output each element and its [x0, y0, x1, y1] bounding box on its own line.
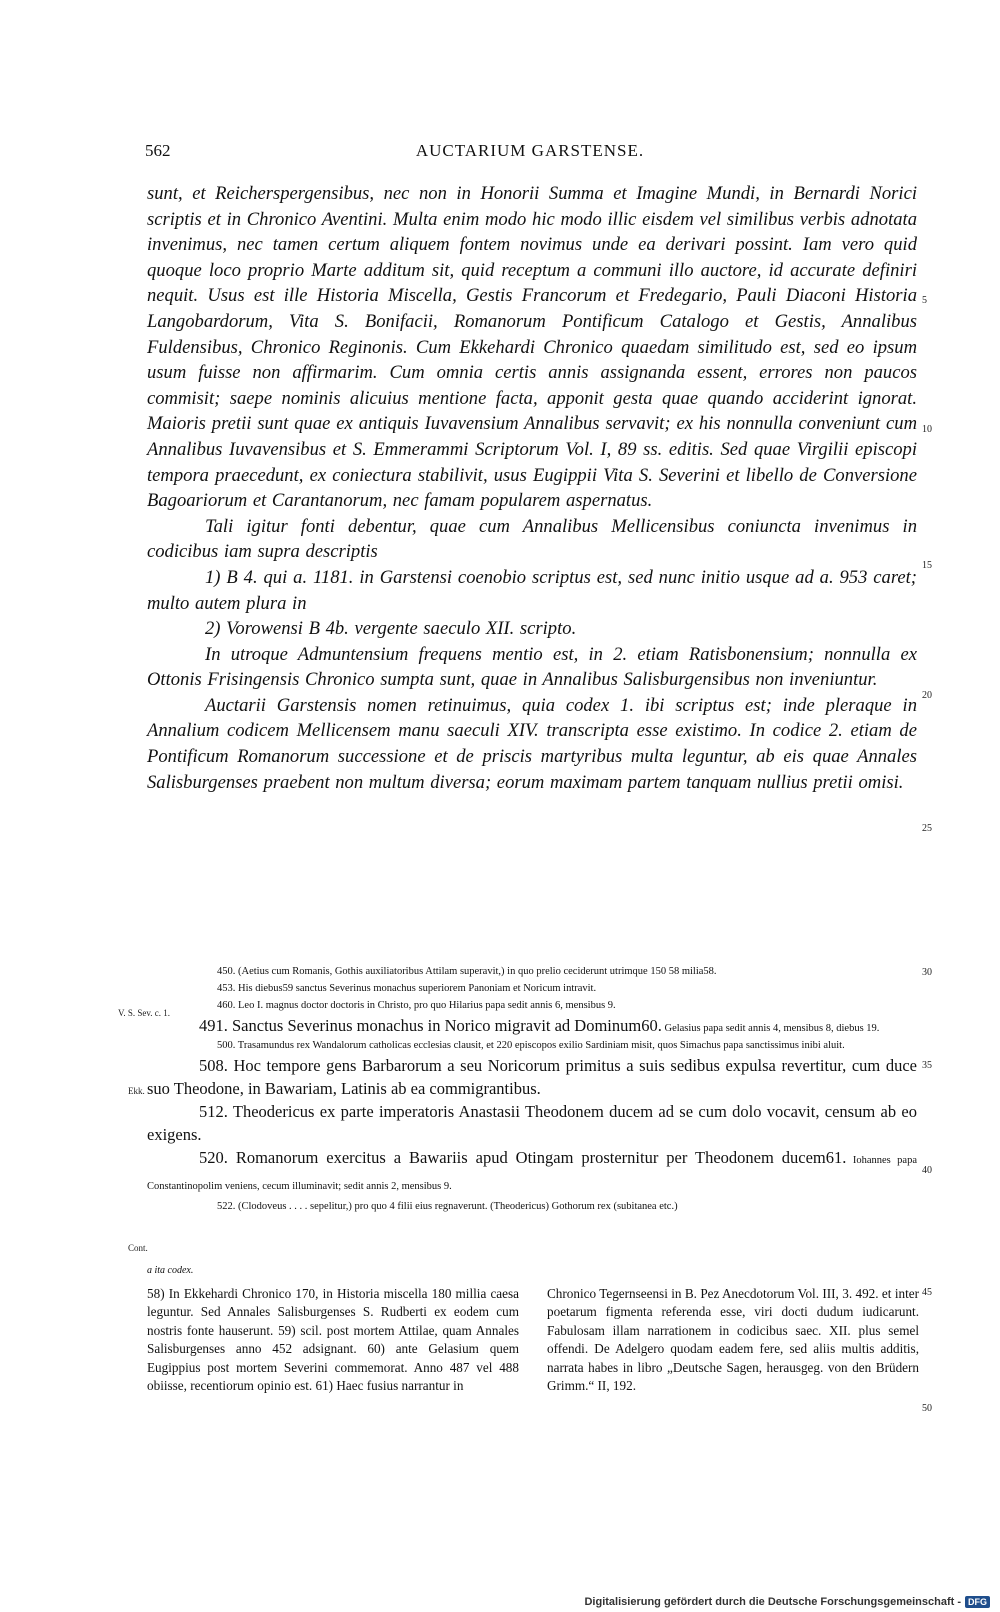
footnotes-left-column: 58) In Ekkehardi Chronico 170, in Historia miscella 180 millia caesa leguntur. Sed Annales Salisburgenses S. Rudberti ex eodem cum nostris fonte hauserunt. 59) scil. post mortem Attilae, quam Annales Salisburgenses anno 452 adsignant. 60) ante Gelasium quem Eugippius post mortem Severini commemorat. Anno 487 vel 488 obiisse, recentiorum opinio est. 61) Haec fusius narrantur in: [147, 1286, 519, 1394]
annal-entry-460: 460. Leo I. magnus doctor doctoris in Christo, pro quo Hilarius papa sedit annis 6, mensibus 9.: [217, 1000, 616, 1011]
line-number-10: 10: [922, 424, 932, 435]
paragraph-sources: Tali igitur fonti debentur, quae cum Annalibus Mellicensibus coniuncta invenimus in codicibus iam supra descriptis: [147, 515, 917, 563]
annal-entry-450: 450. (Aetius cum Romanis, Gothis auxiliatoribus Attilam superavit,) in quo prelio ceciderunt utrimque 150 58 milia58.: [217, 966, 717, 977]
paragraph-codex-1: 1) B 4. qui a. 1181. in Garstensi coenobio scriptus est, sed nunc initio usque ad a. 953 caret; multo autem plura in: [147, 566, 917, 614]
annal-491-main: 491. Sanctus Severinus monachus in Norico migravit ad Dominum60.: [199, 1016, 662, 1035]
page-number: 562: [145, 141, 171, 160]
dfg-footer: [584, 1596, 990, 1608]
running-title: AUCTARIUM GARSTENSE.: [415, 141, 645, 160]
line-number-40: 40: [922, 1165, 932, 1176]
line-number-35: 35: [922, 1060, 932, 1071]
main-text: [147, 181, 917, 795]
annal-entry-522: 522. (Clodoveus . . . . sepelitur,) pro quo 4 filii eius regnaverunt. (Theodericus) Gothorum rex (subitanea etc.): [217, 1201, 678, 1212]
footer-text: Digitalisierung gefördert durch die Deutsche Forschungsgemeinschaft -: [584, 1596, 961, 1608]
paragraph-codex-2: 2) Vorowensi B 4b. vergente saeculo XII. scripto.: [205, 618, 577, 640]
line-number-50: 50: [922, 1403, 932, 1414]
dfg-logo-icon: DFG: [965, 1596, 990, 1608]
annal-entry-500: 500. Trasamundus rex Wandalorum catholicas ecclesias clausit, et 220 episcopos exilio Sardiniam misit, quos Simachus papa sanctissimus inibi aluit.: [217, 1040, 845, 1051]
line-number-45: 45: [922, 1287, 932, 1298]
line-number-5: 5: [922, 295, 927, 306]
annal-520-main: 520. Romanorum exercitus a Bawariis apud Otingam prosternitur per Theodonem ducem61.: [199, 1148, 847, 1167]
margin-note-cont: Cont.: [128, 1243, 148, 1253]
footnotes-right-column: Chronico Tegernseensi in B. Pez Anecdotorum Vol. III, 3. 492. et inter poetarum figmenta referenda esse, viri docti dudum iudicarunt. Fabulosam illam narrationem in codicibus saec. XII. plus semel offendi. De Adelgero quodam eadem fere, sed aliis multis additis, narrata habes in libro „Deutsche Sagen, herausgeg. von den Brüdern Grimm.“ II, 192.: [547, 1286, 919, 1394]
annal-entry-491: [147, 1014, 917, 1037]
paragraph-auctarii: Auctarii Garstensis nomen retinuimus, quia codex 1. ibi scriptus est; inde pleraque in Annalium codicem Mellicensem manu saeculi XIV. transcripta esse existimo. In codice 2. etiam de Pontificum Romanorum successione et de priscis martyribus multa leguntur, ab eis quae Annales Salisburgenses praebent non multum diversa; eorum maximam partem tanquam nullius pretii omisi.: [147, 694, 917, 793]
annals-entries: [147, 963, 917, 1215]
footnote-apparatus: a ita codex.: [147, 1265, 194, 1276]
line-number-30: 30: [922, 967, 932, 978]
margin-note-ekk: Ekk.: [128, 1086, 145, 1096]
line-number-25: 25: [922, 823, 932, 834]
annal-entry-453: 453. His diebus59 sanctus Severinus monachus superiorem Panoniam et Noricum intravit.: [217, 983, 597, 994]
annal-entry-508: 508. Hoc tempore gens Barbarorum a seu Noricorum primitus a suis sedibus expulsa revertitur, cum duce suo Theodone, in Bawariam, Latinis ab ea commigrantibus.: [147, 1056, 917, 1098]
paragraph-utroque: In utroque Admuntensium frequens mentio est, in 2. etiam Ratisbonensium; nonnulla ex Ottonis Frisingensis Chronico sumpta sunt, quae in Annalibus Salisburgensibus non inveniuntur.: [147, 643, 917, 691]
line-number-15: 15: [922, 560, 932, 571]
line-number-20: 20: [922, 690, 932, 701]
annal-entry-512: 512. Theodericus ex parte imperatoris Anastasii Theodonem ducem ad se cum dolo vocavit, censum ab eo exigens.: [147, 1102, 917, 1144]
margin-note-vs-sev: V. S. Sev. c. 1.: [118, 1008, 171, 1018]
annal-491-tail: Gelasius papa sedit annis 4, mensibus 8, diebus 19.: [661, 1023, 880, 1034]
page-header: [145, 141, 915, 171]
annal-520-tail: Iohannes papa Constantinopolim veniens, cecum illuminavit; sedit annis 2, mensibus 9.: [147, 1155, 917, 1192]
annal-entry-520: [147, 1146, 917, 1198]
paragraph-intro: sunt, et Reicherspergensibus, nec non in Honorii Summa et Imagine Mundi, in Bernardi Norici scriptis et in Chronico Aventini. Multa enim modo hic modo illic eisdem vel similibus verbis adnotata invenimus, nec tamen certum aliquem fontem novimus unde ea derivari possint. Iam vero quid quoque loco proprio Marte additum sit, quid receptum a communi illo auctore, id accurate definiri nequit. Usus est ille Historia Miscella, Gestis Francorum et Fredegario, Pauli Diaconi Historia Langobardorum, Vita S. Bonifacii, Romanorum Pontificum Catalogo et Gestis, Annalibus Fuldensibus, Chronico Reginonis. Cum Ekkehardi Chronico quaedam similitudo est, sed eo ipsum usum fuisse non affirmarim. Cum omnia certis annis assignanda essent, errores non paucos commisit; saepe nominis alicuius mentione facta, apponit gesta quae quando acciderint ignorat. Maioris pretii sunt quae ex antiquis Iuvavensium Annalibus servavit; ex his nonnulla conveniunt cum Annalibus Iuvavensibus et S. Emmerammi Scriptorum Vol. I, 89 ss. editis. Sed quae Virgilii episcopi tempora praecedunt, ex coniectura stabilivit, usus Eugippii Vita S. Severini et libello de Conversione Bagoariorum et Carantanorum, nec famam popularem aspernatus.: [147, 183, 917, 512]
